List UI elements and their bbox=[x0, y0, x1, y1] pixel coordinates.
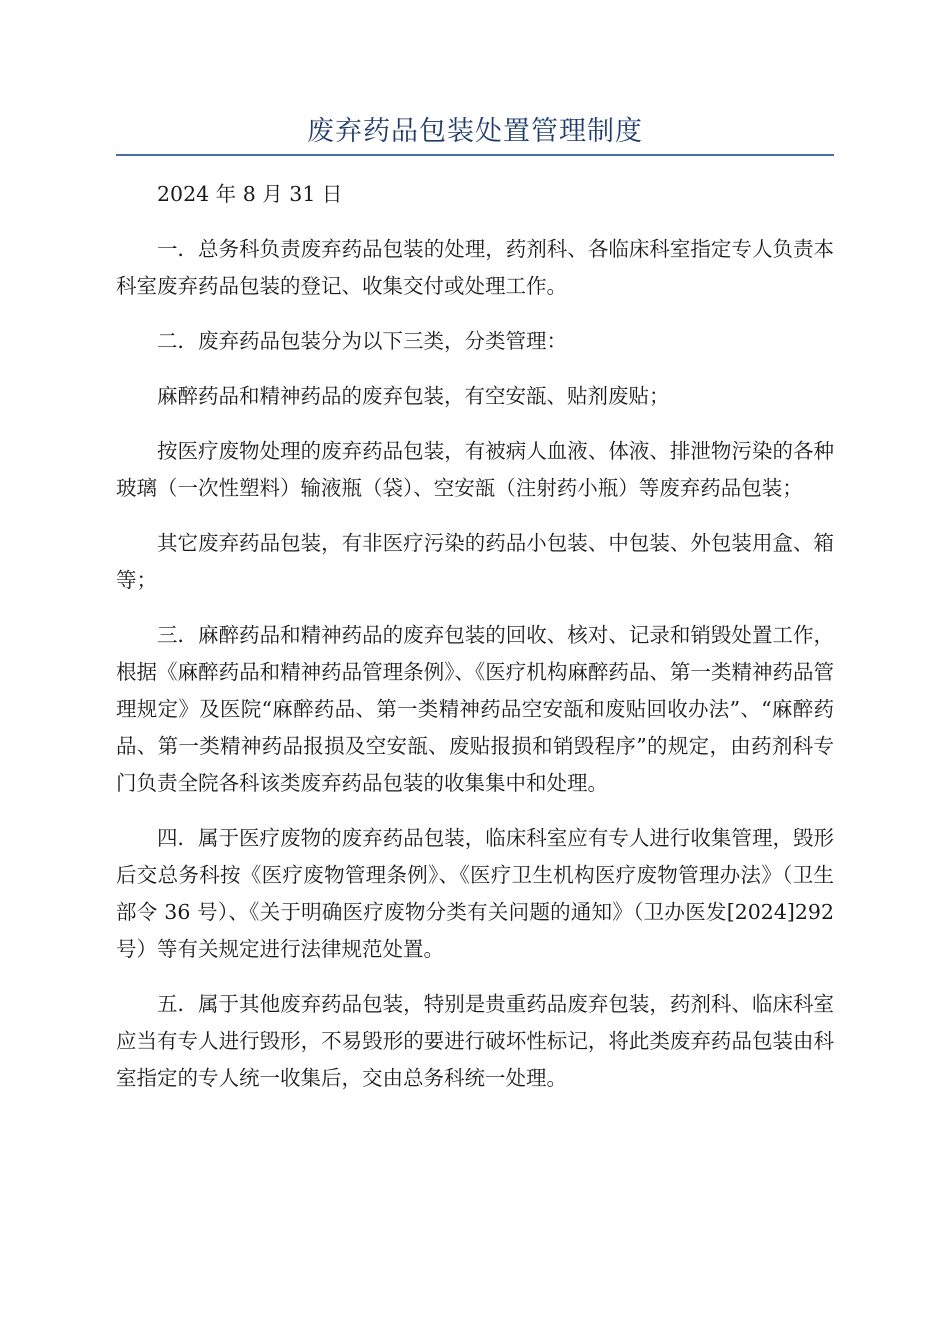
document-body bbox=[116, 176, 834, 1115]
document-title: 废弃药品包装处置管理制度 bbox=[307, 116, 643, 147]
paragraph-6: 三．麻醉药品和精神药品的废弃包装的回收、核对、记录和销毁处置工作，根据《麻醉药品和精神药品管理条例》、《医疗机构麻醉药品、第一类精神药品管理规定》及医院“麻醉药品、第一类精神药品空安瓿和废贴回收办法”、“麻醉药品、第一类精神药品报损及空安瓿、废贴报损和销毁程序”的规定，由药剂科专门负责全院各科该类废弃药品包装的收集集中和处理。 bbox=[116, 623, 834, 795]
paragraph-8: 五．属于其他废弃药品包装，特别是贵重药品废弃包装，药剂科、临床科室应当有专人进行毁形，不易毁形的要进行破坏性标记，将此类废弃药品包装由科室指定的专人统一收集后，交由总务科统一处理。 bbox=[116, 992, 834, 1090]
paragraph-1: 一．总务科负责废弃药品包装的处理，药剂科、各临床科室指定专人负责本科室废弃药品包装的登记、收集交付或处理工作。 bbox=[116, 237, 834, 298]
paragraph-3: 麻醉药品和精神药品的废弃包装，有空安瓿、贴剂废贴； bbox=[157, 384, 670, 408]
paragraph-5: 其它废弃药品包装，有非医疗污染的药品小包装、中包装、外包装用盒、箱等； bbox=[116, 531, 834, 592]
paragraph-7: 四．属于医疗废物的废弃药品包装，临床科室应有专人进行收集管理，毁形后交总务科按《医疗废物管理条例》、《医疗卫生机构医疗废物管理办法》（卫生部令 36 号）、《关于明确医疗废物分类有关问题的通知》（卫办医发[2024]292 号）等有关规定进行法律规范处置。 bbox=[116, 826, 834, 961]
document-date: 2024 年 8 月 31 日 bbox=[157, 182, 343, 206]
title-underline bbox=[116, 154, 834, 156]
paragraph-4: 按医疗废物处理的废弃药品包装，有被病人血液、体液、排泄物污染的各种玻璃（一次性塑料）输液瓶（袋）、空安瓿（注射药小瓶）等废弃药品包装； bbox=[116, 439, 834, 500]
paragraph-2: 二．废弃药品包装分为以下三类，分类管理： bbox=[157, 329, 567, 353]
